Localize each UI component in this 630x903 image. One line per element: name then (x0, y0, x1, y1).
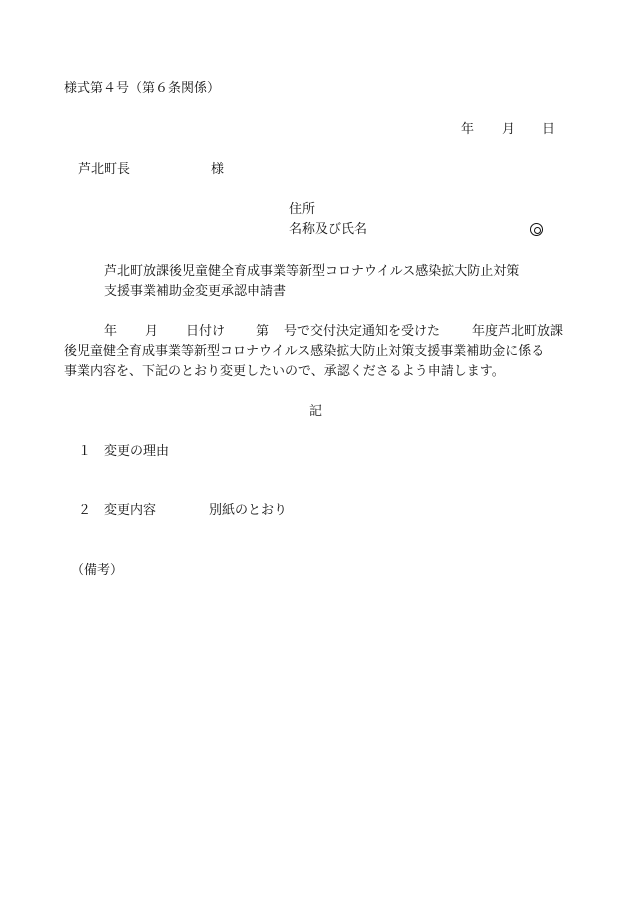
body-number-suffix: 号で交付決定通知を受けた (284, 324, 441, 339)
item-2-value: 別紙のとおり (209, 503, 288, 518)
address-label: 住所 (289, 202, 316, 217)
applicant-name-label: 名称及び氏名 (289, 222, 368, 237)
title-line-1: 芦北町放課後児童健全育成事業等新型コロナウイルス感染拡大防止対策 (104, 264, 520, 279)
item-1-label: 変更の理由 (104, 444, 170, 459)
remarks: （備考） (71, 563, 124, 578)
body-number-prefix: 第 (256, 324, 270, 339)
addressee-name: 芦北町長 (78, 162, 131, 177)
body-year: 年 (104, 324, 118, 339)
seal-mark-icon (530, 223, 543, 236)
body-line-2: 後児童健全育成事業等新型コロナウイルス感染拡大防止対策支援事業補助金に係る (64, 344, 545, 359)
ki-heading: 記 (309, 404, 323, 419)
item-1-number: １ (78, 444, 92, 459)
form-label: 様式第４号（第６条関係） (64, 81, 221, 96)
body-date-suffix: 日付け (186, 324, 226, 339)
item-2-label: 変更内容 (104, 503, 157, 518)
body-month: 月 (145, 324, 159, 339)
title-line-2: 支援事業補助金変更承認申請書 (104, 284, 287, 299)
body-fiscal-year: 年度芦北町放課 (472, 324, 564, 339)
body-line-3: 事業内容を、下記のとおり変更したいので、承認くださるよう申請します。 (64, 364, 505, 379)
date-day: 日 (542, 122, 556, 137)
item-2-number: ２ (78, 503, 92, 518)
addressee-honorific: 様 (211, 162, 225, 177)
date-month: 月 (502, 122, 516, 137)
date-year: 年 (461, 122, 475, 137)
